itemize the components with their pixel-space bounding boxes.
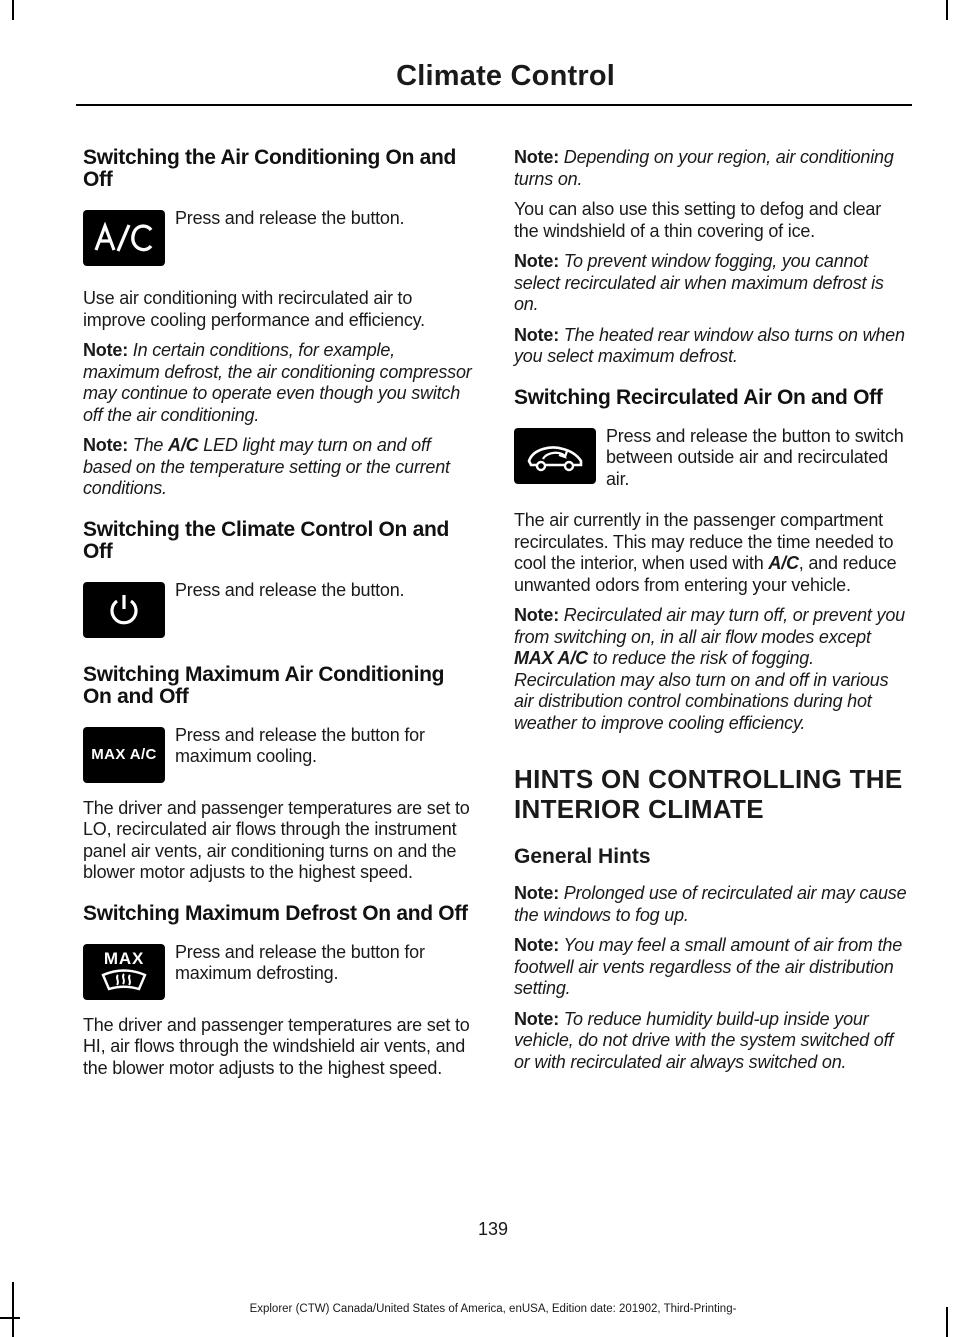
crop-mark <box>946 0 948 20</box>
region-note <box>514 147 910 190</box>
note-text: To reduce humidity build-up inside your vehicle, do not drive with the system switched off or with recirculated air always switched on. <box>514 1008 894 1072</box>
hints-heading-line2: INTERIOR CLIMATE <box>514 794 764 824</box>
recirc-figure <box>514 425 910 491</box>
note-label: Note: <box>514 324 559 345</box>
defrost-paragraph: The driver and passenger temperatures are set to HI, air flows through the windshield air vents, and the blower motor adjusts to the highest speed. <box>83 1014 470 1078</box>
note-text: In certain conditions, for example, maximum defrost, the air conditioning compressor may continue to operate even though you switch off the air conditioning. <box>83 340 472 425</box>
note-label: Note: <box>514 883 559 903</box>
footer-text: Explorer (CTW) Canada/United States of America, enUSA, Edition date: 201902, Third-Printing- <box>249 1303 737 1315</box>
note-label: Note: <box>514 605 559 625</box>
climate-caption: Press and release the button. <box>175 579 405 600</box>
recirc-note <box>514 605 910 734</box>
recirc-emphasis: A/C <box>768 553 799 573</box>
right-column <box>514 147 910 1073</box>
hint-note-3 <box>514 1009 910 1074</box>
page-title: Climate Control <box>396 60 615 92</box>
maxac-paragraph: The driver and passenger temperatures are set to LO, recirculated air flows through the instrument panel air vents, air conditioning turns on and the blower motor adjusts to the highest speed. <box>83 797 470 882</box>
hints-heading <box>514 764 910 824</box>
note-label: Note: <box>514 1008 559 1029</box>
defrost-heading: Switching Maximum Defrost On and Off <box>83 901 468 925</box>
climate-heading: Switching the Climate Control On and Off <box>83 517 450 563</box>
crop-mark <box>0 1317 20 1319</box>
page-number: 139 <box>477 1219 509 1239</box>
note-text: Recirculated air may turn off, or prevent you from switching on, in all air flow modes except <box>514 605 905 647</box>
recirculated-air-icon <box>514 428 596 484</box>
windshield-defrost-icon <box>83 944 165 1000</box>
hints-heading-line1: HINTS ON CONTROLLING THE <box>514 764 903 794</box>
note-label: Note: <box>514 935 559 955</box>
note-emphasis: A/C <box>168 435 199 455</box>
note-text: You may feel a small amount of air from the footwell air vents regardless of the air distribution setting. <box>514 935 903 998</box>
defrost-caption: Press and release the button for maximum defrosting. <box>175 941 425 983</box>
ac-note-1 <box>83 340 475 426</box>
defog-paragraph: You can also use this setting to defog and clear the windshield of a thin covering of ice. <box>514 199 881 241</box>
max-defrost-label: MAX <box>103 949 145 968</box>
header-rule <box>76 104 912 106</box>
fogging-note <box>514 251 910 316</box>
note-text: Depending on your region, air conditioning turns on. <box>514 147 894 189</box>
note-label: Note: <box>514 251 559 271</box>
note-text: The <box>128 435 169 455</box>
hint-note-1 <box>514 883 910 926</box>
note-label: Note: <box>514 147 559 167</box>
defrost-figure <box>83 941 475 1000</box>
max-ac-button-label: MAX A/C <box>91 746 157 763</box>
climate-figure <box>83 579 475 638</box>
recirc-caption: Press and release the button to switch between outside air and recirculated air. <box>606 425 904 489</box>
recirc-text: , and reduce unwanted odors from entering your vehicle. <box>514 553 897 595</box>
ac-button-icon <box>83 210 165 266</box>
note-text: Prolonged use of recirculated air may cause the windows to fog up. <box>514 883 907 925</box>
ac-note-2 <box>83 435 475 500</box>
ac-heading: Switching the Air Conditioning On and Off <box>83 146 457 191</box>
rear-window-note <box>514 325 910 368</box>
hint-note-2 <box>514 935 910 1000</box>
note-label: Note: <box>83 435 128 455</box>
maxac-figure <box>83 724 475 783</box>
maxac-heading: Switching Maximum Air Conditioning On and Off <box>83 662 445 708</box>
ac-figure <box>83 210 475 266</box>
note-text: The heated rear window also turns on when you select maximum defrost. <box>514 324 905 366</box>
power-icon <box>83 582 165 638</box>
recirc-text: The air currently in the passenger compartment recirculates. This may reduce the time needed to cool the interior, when used with <box>514 510 894 573</box>
crop-mark <box>12 0 14 20</box>
note-emphasis: MAX A/C <box>514 648 588 668</box>
note-text: to reduce the risk of fogging. Recirculation may also turn on and off in various air distribution control combinations during hot weather to improve cooling efficiency. <box>514 648 889 733</box>
note-label: Note: <box>83 340 128 360</box>
recirc-heading: Switching Recirculated Air On and Off <box>514 385 883 409</box>
max-ac-button-icon <box>83 727 165 783</box>
left-column <box>83 147 475 1079</box>
ac-button-caption: Press and release the button. <box>175 208 405 228</box>
note-text: To prevent window fogging, you cannot select recirculated air when maximum defrost is on. <box>514 251 884 314</box>
recirc-paragraph <box>514 510 910 596</box>
general-hints-heading: General Hints <box>514 845 651 868</box>
maxac-caption: Press and release the button for maximum cooling. <box>175 724 425 766</box>
note-text: LED light may turn on and off based on the temperature setting or the current conditions. <box>83 435 450 498</box>
ac-paragraph: Use air conditioning with recirculated air to improve cooling performance and efficiency. <box>83 288 425 330</box>
